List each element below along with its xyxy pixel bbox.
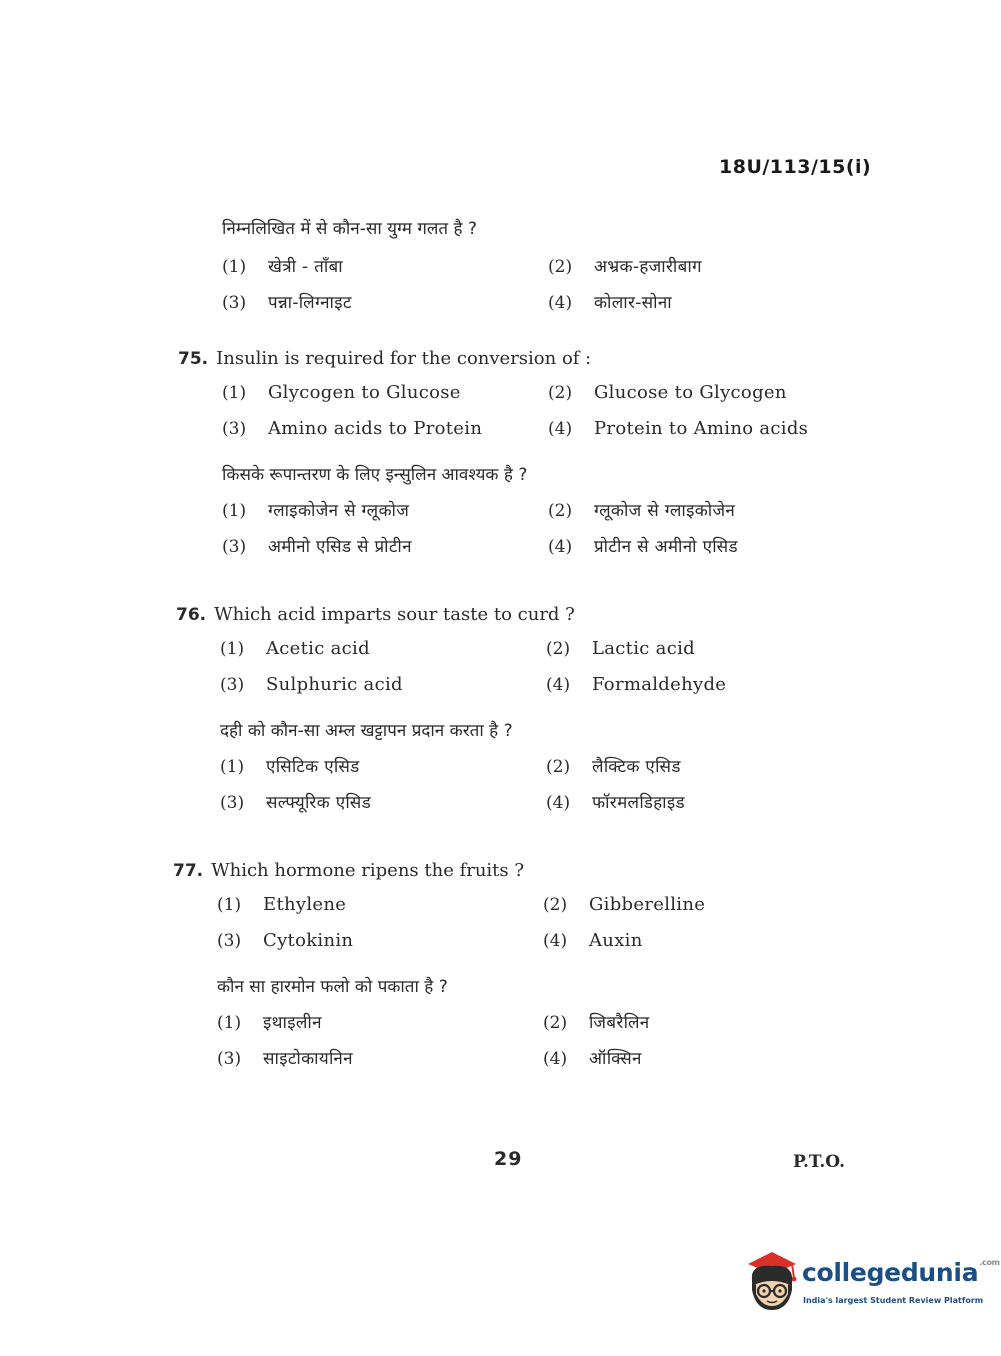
question-stem: 75. Insulin is required for the conversion of : (178, 348, 592, 369)
option-4: (4) प्रोटीन से अमीनो एसिड (548, 537, 738, 557)
question-stem-hindi: निम्नलिखित में से कौन-सा युग्म गलत है ? (222, 219, 477, 239)
option-row (222, 418, 858, 454)
question-76 (176, 602, 856, 826)
option-4: (4) Protein to Amino acids (548, 418, 809, 439)
collegedunia-logo (742, 1250, 1000, 1320)
option-1: (1) एसिटिक एसिड (220, 757, 360, 777)
option-4: (4) कोलार-सोना (548, 293, 673, 313)
option-row (222, 498, 858, 534)
option-2: (2) अभ्रक-हजारीबाग (548, 257, 702, 277)
mascot-icon (742, 1250, 802, 1314)
question-number: 76. (176, 605, 207, 625)
option-1: (1) Ethylene (217, 894, 347, 915)
paper-code: 18U/113/15(i) (719, 156, 872, 178)
option-row (217, 1010, 853, 1046)
option-row (222, 534, 858, 570)
question-74-hindi (222, 216, 862, 326)
option-3: (3) अमीनो एसिड से प्रोटीन (222, 537, 412, 557)
option-4: (4) फॉरमलडिहाइड (546, 793, 685, 813)
option-2: (2) जिबरैलिन (543, 1013, 650, 1033)
question-number: 75. (178, 349, 209, 369)
option-4: (4) Formaldehyde (546, 674, 727, 695)
pto-label: P.T.O. (793, 1152, 845, 1172)
option-1: (1) Acetic acid (220, 638, 370, 659)
question-stem: 76. Which acid imparts sour taste to curd ? (176, 604, 575, 625)
page-number: 29 (494, 1148, 523, 1170)
option-2: (2) Glucose to Glycogen (548, 382, 787, 403)
option-2: (2) Gibberelline (543, 894, 706, 915)
option-row (217, 930, 853, 966)
logo-wordmark: collegedunia$^{.com}$ (802, 1258, 1000, 1287)
option-row (222, 382, 858, 418)
question-stem-hindi: दही को कौन-सा अम्ल खट्टापन प्रदान करता है ? (220, 721, 513, 741)
option-row (217, 1046, 853, 1082)
option-1: (1) खेत्री - ताँबा (222, 257, 343, 277)
option-2: (2) Lactic acid (546, 638, 695, 659)
option-1: (1) Glycogen to Glucose (222, 382, 461, 403)
question-77 (173, 858, 853, 1082)
option-2: (2) ग्लूकोज से ग्लाइकोजेन (548, 501, 736, 521)
option-row (220, 754, 856, 790)
option-3: (3) सल्फ्यूरिक एसिड (220, 793, 371, 813)
option-3: (3) Cytokinin (217, 930, 354, 951)
option-1: (1) ग्लाइकोजेन से ग्लूकोज (222, 501, 410, 521)
option-row (220, 674, 856, 710)
option-row (222, 254, 862, 290)
option-3: (3) Sulphuric acid (220, 674, 403, 695)
question-stem-hindi: कौन सा हारमोन फलो को पकाता है ? (217, 977, 448, 997)
logo-tagline: India's largest Student Review Platform (803, 1296, 984, 1305)
question-75 (178, 346, 858, 570)
option-1: (1) इथाइलीन (217, 1013, 322, 1033)
option-row (217, 894, 853, 930)
option-row (220, 790, 856, 826)
question-stem-hindi: किसके रूपान्तरण के लिए इन्सुलिन आवश्यक है ? (222, 465, 528, 485)
question-stem: 77. Which hormone ripens the fruits ? (173, 860, 525, 881)
question-number: 77. (173, 861, 204, 881)
option-4: (4) Auxin (543, 930, 643, 951)
option-4: (4) ऑक्सिन (543, 1049, 642, 1069)
option-3: (3) साइटोकायनिन (217, 1049, 353, 1069)
option-3: (3) Amino acids to Protein (222, 418, 483, 439)
option-3: (3) पन्ना-लिग्नाइट (222, 293, 352, 313)
option-row (222, 290, 862, 326)
option-2: (2) लैक्टिक एसिड (546, 757, 681, 777)
option-row (220, 638, 856, 674)
